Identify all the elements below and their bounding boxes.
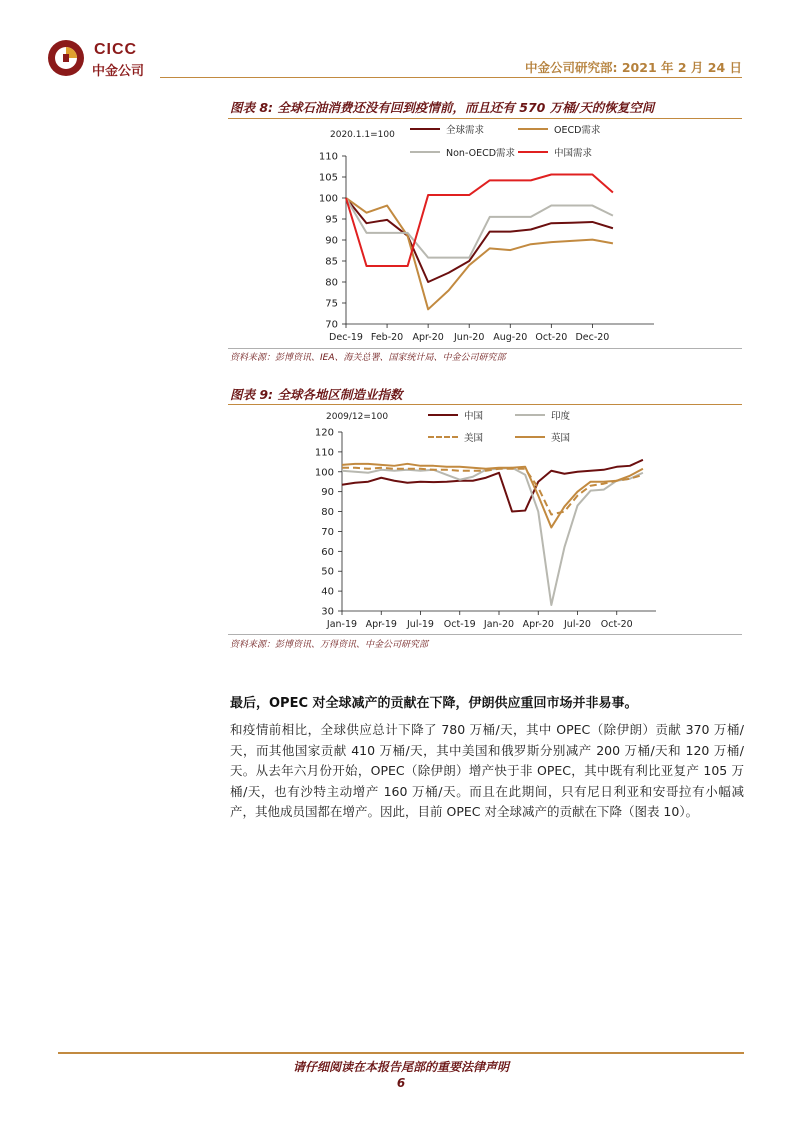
- x-tick-label: Aug-20: [493, 332, 528, 343]
- legend-label: 英国: [551, 433, 571, 444]
- y-tick-label: 100: [314, 467, 334, 479]
- series-line: [346, 198, 613, 309]
- y-tick-label: 95: [325, 214, 338, 226]
- x-tick-label: Feb-20: [370, 332, 404, 343]
- chart2-unit-note: 2009/12=100: [326, 412, 389, 422]
- legend-global-demand: [410, 122, 484, 136]
- figure9-bottom-rule: [228, 634, 742, 635]
- y-tick-label: 40: [321, 586, 334, 598]
- legend-swatch: [518, 128, 548, 130]
- x-tick-label: Oct-20: [535, 332, 568, 343]
- y-tick-label: 60: [321, 546, 334, 558]
- figure8-source: 资料来源：彭博资讯、IEA、海关总署、国家统计局、中金公司研究部: [230, 353, 506, 363]
- chart2-plot: [300, 405, 680, 635]
- x-tick-label: Jul-20: [564, 619, 591, 630]
- legend-swatch: [410, 128, 440, 130]
- x-tick-label: Apr-20: [412, 332, 444, 343]
- page-number: 6: [396, 1076, 406, 1090]
- y-tick-label: 75: [325, 298, 338, 310]
- footer-rule: [58, 1052, 744, 1054]
- y-tick-label: 85: [325, 256, 338, 268]
- y-tick-label: 90: [325, 235, 338, 247]
- legend-us: [428, 430, 483, 444]
- legend-non-oecd-demand: [410, 145, 515, 159]
- y-tick-label: 100: [318, 193, 338, 205]
- legend-swatch: [428, 436, 458, 438]
- y-tick-label: 90: [321, 487, 334, 499]
- logo-text-cn: 中金公司: [92, 64, 145, 79]
- legend-oecd-demand: [518, 122, 600, 136]
- figure8-top-rule: [228, 118, 742, 119]
- y-tick-label: 30: [321, 606, 334, 618]
- legend-swatch: [410, 151, 440, 153]
- legend-label: Non-OECD需求: [446, 148, 516, 159]
- x-tick-label: Dec-19: [329, 332, 363, 343]
- legend-china: [428, 408, 483, 422]
- legend-label: 美国: [464, 433, 484, 444]
- y-tick-label: 105: [318, 172, 338, 184]
- y-tick-label: 80: [325, 277, 338, 289]
- header-rule: [160, 77, 742, 78]
- legend-label: 印度: [551, 411, 571, 422]
- x-tick-label: Apr-20: [522, 619, 554, 630]
- legend-china-demand: [518, 145, 592, 159]
- body-paragraph: 和疫情前相比，全球供应总计下降了 780 万桶/天，其中 OPEC（除伊朗）贡献 370 万桶/天，而其他国家贡献 410 万桶/天，其中美国和俄罗斯分别减产 200 万桶/天和 120 万桶/天。从去年六月份开始，OPEC（除伊朗）增产快于非 OPEC，其中既有利比亚复产 105 万桶/天，也有沙特主动增产 160 万桶/天。而且在此期间，只有尼日利亚和安哥拉有小幅减产，其他成员国都在增产。因此，目前 OPEC 对全球减产的贡献在下降（图表 10）。: [230, 722, 744, 819]
- chart1-unit-note: 2020.1.1=100: [330, 130, 395, 140]
- oil-demand-chart: [300, 120, 680, 350]
- legend-swatch: [428, 414, 458, 416]
- x-tick-label: Apr-19: [365, 619, 397, 630]
- legend-india: [515, 408, 570, 422]
- legend-uk: [515, 430, 570, 444]
- x-tick-label: Jan-20: [483, 619, 515, 630]
- x-tick-label: Oct-20: [600, 619, 633, 630]
- legend-label: 中国需求: [554, 148, 593, 159]
- x-tick-label: Jan-19: [326, 619, 358, 630]
- x-tick-label: Dec-20: [575, 332, 610, 343]
- header-date: 中金公司研究部: 2021 年 2 月 24 日: [525, 60, 742, 75]
- x-tick-label: Jul-19: [407, 619, 434, 630]
- x-tick-label: Oct-19: [443, 619, 476, 630]
- y-tick-label: 110: [318, 151, 338, 163]
- figure9-source: 资料来源：彭博资讯、万得资讯、中金公司研究部: [230, 640, 429, 650]
- legend-swatch: [515, 436, 545, 438]
- figure8-bottom-rule: [228, 348, 742, 349]
- y-tick-label: 70: [325, 319, 338, 331]
- figure9-title: 图表 9: 全球各地区制造业指数: [230, 387, 403, 402]
- manufacturing-index-chart: [300, 405, 680, 635]
- section-heading: 最后，OPEC 对全球减产的贡献在下降，伊朗供应重回市场并非易事。: [230, 696, 638, 711]
- legend-label: OECD需求: [554, 125, 601, 136]
- y-tick-label: 70: [321, 526, 334, 538]
- y-tick-label: 120: [314, 427, 334, 439]
- logo-text-en: CICC: [94, 41, 138, 58]
- legal-notice: 请仔细阅读在本报告尾部的重要法律声明: [292, 1060, 509, 1074]
- legend-label: 中国: [464, 411, 484, 422]
- series-line: [342, 468, 643, 605]
- legend-swatch: [515, 414, 545, 416]
- y-tick-label: 110: [314, 447, 334, 459]
- x-tick-label: Jun-20: [454, 332, 485, 343]
- series-line: [342, 464, 643, 528]
- y-tick-label: 50: [321, 566, 334, 578]
- y-tick-label: 80: [321, 507, 334, 519]
- figure8-title: 图表 8: 全球石油消费还没有回到疫情前，而且还有 570 万桶/天的恢复空间: [230, 100, 655, 115]
- legend-label: 全球需求: [446, 125, 485, 136]
- legend-swatch: [518, 151, 548, 153]
